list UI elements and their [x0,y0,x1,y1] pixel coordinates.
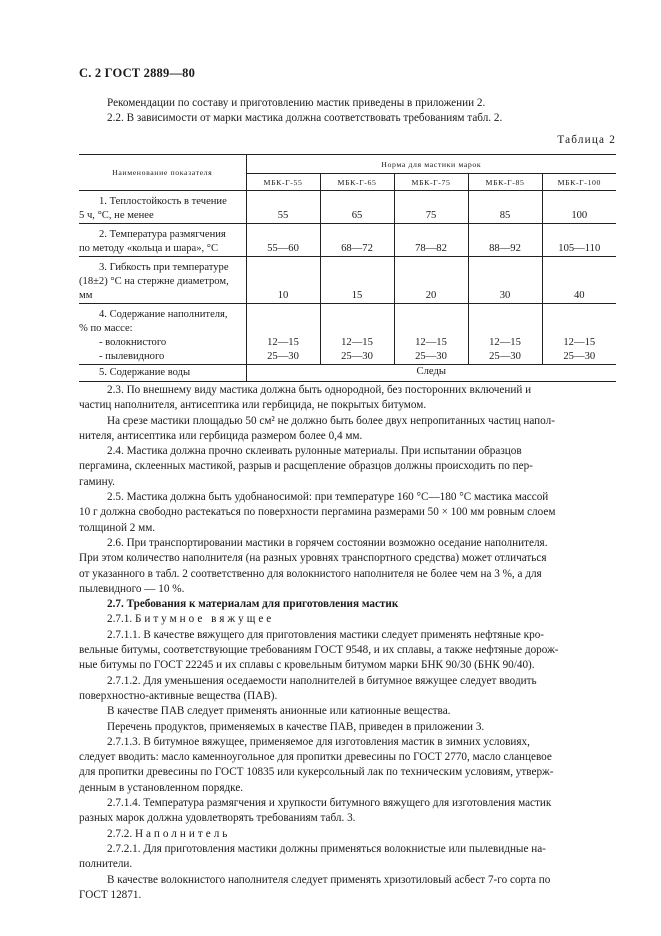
grade-header: МБК-Г-55 [246,174,320,191]
text-line: 2.7.1.3. В битумное вяжущее, применяемое для изготовления мастик в зимних условиях, [107,735,530,748]
text-line: В качестве ПАВ следует применять анионные или катионные вещества. [107,705,451,718]
table-row [79,224,616,257]
text-line: При этом количество наполнителя (на разных уровнях транспортного средства) может отличаться [79,552,547,565]
text-line: пергамина, склеенных мастикой, разрыв и расщепление образцов должны происходить по пер- [79,460,533,473]
subsection-number: 2.7.2. [107,827,133,840]
intro-line-1: Рекомендации по составу и приготовлению мастик приведены в приложении 2. [107,97,486,109]
text-line: от указанного в табл. 2 соответственно для волокнистого наполнителя не более чем на 3 %, а для [79,567,542,580]
text-line: вельные битумы, соответствующие требованиям ГОСТ 9548, и их сплавы, а также нефтяные дорож- [79,644,559,657]
grade-header: МБК-Г-100 [542,174,616,191]
table-cell: 30 [468,257,542,304]
table-cell: 40 [542,257,616,304]
table-row [79,257,616,304]
subsection-number: 2.7.1. [107,613,133,626]
table-cell: 88—92 [468,224,542,257]
text-line: толщиной 2 мм. [79,521,156,534]
table-cell: 55 [246,191,320,224]
page-header: С. 2 ГОСТ 2889—80 [79,66,196,80]
table-cell: 10 [246,257,320,304]
row-name: 2. Температура размягчения [99,229,226,240]
row-name: 5. Содержание воды [99,367,191,378]
intro-paragraph [79,96,616,127]
text-line: гамину. [79,475,115,488]
table-cell-merged: Следы [246,365,616,382]
text-line: ные битумы по ГОСТ 22245 и их сплавы с кровельным битумом марки БНК 90/30 (БНК 90/40). [79,659,535,672]
table-header-norm: Норма для мастики марок [246,155,616,174]
subsection-heading: Наполнитель [134,827,231,840]
table-row [79,304,616,365]
table-cell: 15 [320,257,394,304]
text-line: денным в установленном порядке. [79,781,244,794]
row-name: 5 ч, °С, не менее [79,210,154,221]
text-line: нителя, антисептика или гербицида размером более 0,4 мм. [79,429,363,442]
cell-value: 12—15 [267,337,299,348]
table-cell: 78—82 [394,224,468,257]
table-cell: 55—60 [246,224,320,257]
table-row [79,365,616,382]
text-line: поверхностно-активные вещества (ПАВ). [79,689,278,702]
text-line: ГОСТ 12871. [79,888,142,901]
text-line: 2.7.2.1. Для приготовления мастики должны применяться волокнистые или пылевидные на- [107,842,546,855]
table-cell [542,304,616,365]
intro-line-2: 2.2. В зависимости от марки мастика должна соответствовать требованиям табл. 2. [107,112,503,125]
row-name: 4. Содержание наполнителя, [99,309,228,320]
table-cell [246,304,320,365]
cell-value: 12—15 [341,337,373,348]
text-line: В качестве волокнистого наполнителя следует применять хризотиловый асбест 7-го сорта по [107,873,551,886]
text-line: 2.7.1.4. Температура размягчения и хрупкости битумного вяжущего для изготовления мастик [107,797,552,810]
table-caption: Таблица 2 [557,134,616,146]
table-cell: 105—110 [542,224,616,257]
text-line: 2.3. По внешнему виду мастика должна быть однородной, без посторонних включений и [107,384,532,396]
table-header-parameter: Наименование показателя [79,155,246,191]
row-name: - волокнистого [99,337,167,348]
text-line: полнители. [79,858,133,871]
row-name: 3. Гибкость при температуре [99,262,229,273]
text-line: Перечень продуктов, применяемых в качестве ПАВ, приведен в приложении 3. [107,720,485,733]
table-cell: 75 [394,191,468,224]
text-line: 2.7.1.2. Для уменьшения оседаемости наполнителей в битумное вяжущее следует вводить [107,674,537,687]
text-line: На срезе мастики площадью 50 см² не должно быть более двух непропитанных частиц напол- [107,414,555,427]
text-line: 2.4. Мастика должна прочно склеивать рулонные материалы. При испытании образцов [107,445,522,458]
text-line: пылевидного — 10 %. [79,582,185,595]
text-line: 2.7.1.1. В качестве вяжущего для приготовления мастики следует применять нефтяные кро- [107,628,545,641]
cell-value: 25—30 [341,351,373,362]
text-line: 2.6. При транспортировании мастики в горячем состоянии возможно оседание наполнителя. [107,536,548,549]
table-cell: 68—72 [320,224,394,257]
subsection-heading: Битумное вяжущее [134,613,275,626]
section-heading: 2.7. Требования к материалам для приготовления мастик [107,598,399,611]
text-line: для пропитки древесины по ГОСТ 10835 или кукерсольный лак по техническим условиям, утверж- [79,766,554,779]
table-cell: 20 [394,257,468,304]
row-name: мм [79,290,93,301]
row-name: - пылевидного [99,351,165,362]
row-name: % по массе: [79,323,133,334]
cell-value: 25—30 [489,351,521,362]
text-line: 2.5. Мастика должна быть удобнаносимой: при температуре 160 °С—180 °С мастика массой [107,491,549,504]
text-line: следует вводить: масло каменноугольное для пропитки древесины по ГОСТ 2770, масло сланцевое [79,751,552,764]
body-text [79,383,616,903]
table-cell [468,304,542,365]
row-name: (18±2) °С на стержне диаметром, [79,276,229,287]
cell-value: 25—30 [563,351,596,362]
text-line: разных марок должна удовлетворять требованиям табл. 3. [79,812,356,825]
table-cell [394,304,468,365]
grade-header: МБК-Г-85 [468,174,542,191]
table-cell: 65 [320,191,394,224]
text-line: 10 г должна свободно растекаться по поверхности пергамина размерами 50 × 100 мм ровным слоем [79,506,556,519]
row-name: по методу «кольца и шара», °С [79,243,219,254]
grade-header: МБК-Г-65 [320,174,394,191]
cell-value: 12—15 [415,337,447,348]
grade-header: МБК-Г-75 [394,174,468,191]
table-cell [320,304,394,365]
table-row [79,191,616,224]
cell-value: 25—30 [415,351,447,362]
cell-value: 25—30 [267,351,299,362]
table-cell: 85 [468,191,542,224]
specification-table [79,154,616,382]
row-name: 1. Теплостойкость в течение [99,196,227,207]
text-line: частиц наполнителя, антисептика или гербицида, не покрытых битумом. [79,399,427,412]
cell-value: 12—15 [563,337,596,348]
cell-value: 12—15 [489,337,521,348]
table-cell: 100 [542,191,616,224]
